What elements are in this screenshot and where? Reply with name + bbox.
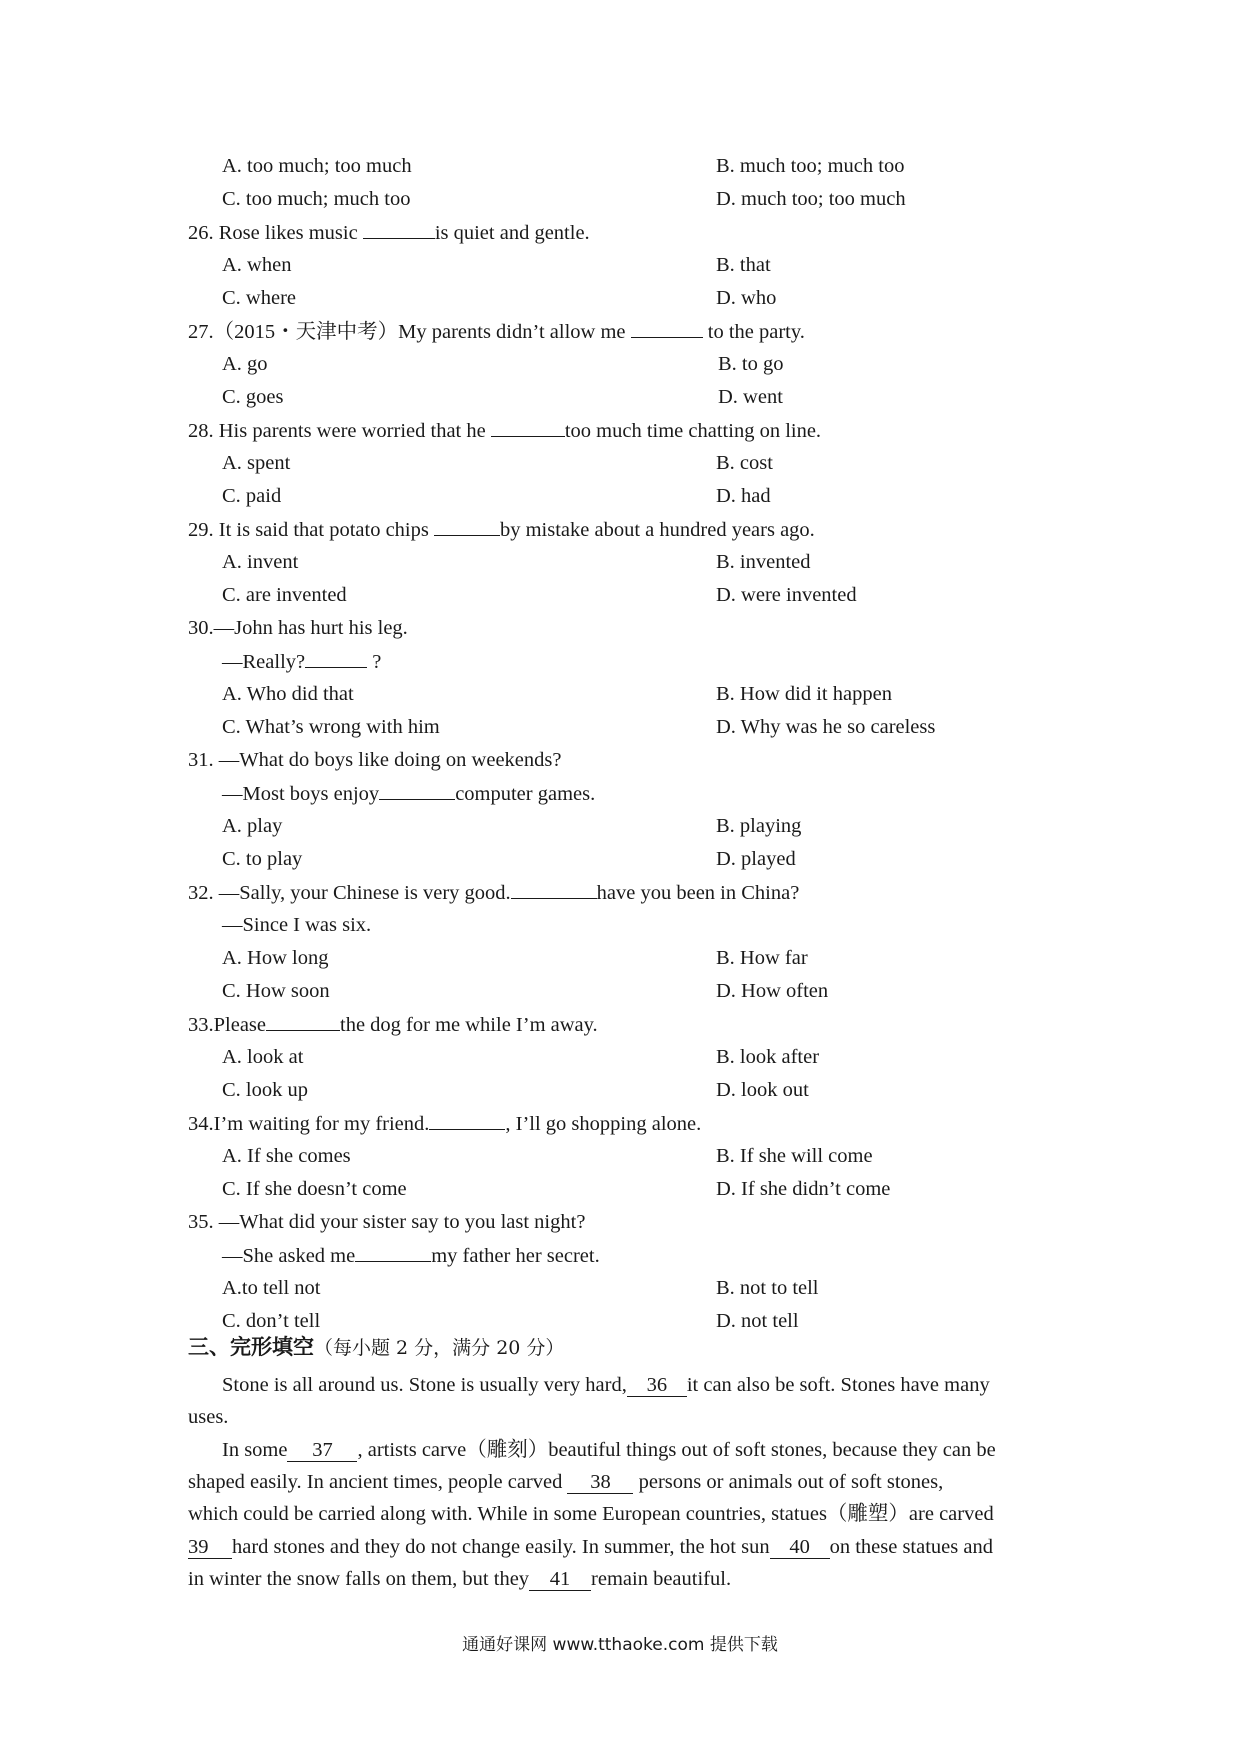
q30-line-2: —Really? ? [222, 648, 381, 675]
q35-option-c: C. don’t tell [222, 1310, 321, 1332]
q25-option-d: D. much too; too much [716, 188, 906, 210]
blank-36: 36 [627, 1374, 687, 1397]
q33-option-d: D. look out [716, 1079, 809, 1101]
q25-option-a: A. too much; too much [222, 155, 412, 177]
passage-line-4: shaped easily. In ancient times, people carved 38 persons or animals out of soft stones, [188, 1471, 944, 1493]
blank-38: 38 [567, 1471, 633, 1494]
q32-option-b: B. How far [716, 947, 808, 969]
q31-line-2: —Most boys enjoy computer games. [222, 780, 595, 807]
q27-stem: 27.（2015・天津中考）My parents didn’t allow me to the party. [188, 318, 805, 345]
q34-option-c: C. If she doesn’t come [222, 1178, 407, 1200]
q33-option-c: C. look up [222, 1079, 308, 1101]
q34-stem: 34.I’m waiting for my friend. , I’ll go shopping alone. [188, 1110, 701, 1137]
q27-option-b: B. to go [718, 353, 784, 375]
q34-option-b: B. If she will come [716, 1145, 873, 1167]
passage-line-3: In some 37 , artists carve（雕刻）beautiful things out of soft stones, because they can be [222, 1439, 996, 1461]
q35-option-d: D. not tell [716, 1310, 799, 1332]
q31-option-d: D. played [716, 848, 796, 870]
q26-option-a: A. when [222, 254, 292, 276]
q28-stem: 28. His parents were worried that he too much time chatting on line. [188, 417, 821, 444]
passage-line-1: Stone is all around us. Stone is usually very hard, 36 it can also be soft. Stones have many [222, 1374, 990, 1396]
section-note: （每小题 2 分，满分 20 分） [314, 1337, 565, 1359]
q31-option-b: B. playing [716, 815, 802, 837]
answer-blank [491, 417, 565, 437]
q31-option-a: A. play [222, 815, 283, 837]
q28-option-d: D. had [716, 485, 771, 507]
q29-option-a: A. invent [222, 551, 299, 573]
q25-option-b: B. much too; much too [716, 155, 905, 177]
q30-option-a: A. Who did that [222, 683, 354, 705]
q29-option-b: B. invented [716, 551, 811, 573]
q33-option-b: B. look after [716, 1046, 820, 1068]
blank-41: 41 [529, 1568, 591, 1591]
q27-option-a: A. go [222, 353, 268, 375]
blank-37: 37 [287, 1439, 357, 1462]
answer-blank [363, 219, 435, 239]
answer-blank [511, 879, 597, 899]
answer-blank [379, 780, 455, 800]
answer-blank [429, 1110, 505, 1130]
q27-option-d: D. went [718, 386, 783, 408]
q32-line-1: 32. —Sally, your Chinese is very good. have you been in China? [188, 879, 799, 906]
q28-option-c: C. paid [222, 485, 282, 507]
passage-line-5: which could be carried along with. While in some European countries, statues（雕塑）are carved [188, 1503, 994, 1525]
q25-option-c: C. too much; much too [222, 188, 411, 210]
q35-line-1: 35. —What did your sister say to you last night? [188, 1211, 586, 1233]
q31-line-1: 31. —What do boys like doing on weekends? [188, 749, 562, 771]
q35-option-a: A.to tell not [222, 1277, 321, 1299]
q35-option-b: B. not to tell [716, 1277, 819, 1299]
q30-option-d: D. Why was he so careless [716, 716, 936, 738]
q29-option-d: D. were invented [716, 584, 857, 606]
q26-option-d: D. who [716, 287, 777, 309]
section-title: 三、完形填空 [188, 1335, 314, 1359]
q26-stem: 26. Rose likes music is quiet and gentle. [188, 219, 590, 246]
q33-option-a: A. look at [222, 1046, 304, 1068]
q34-option-d: D. If she didn’t come [716, 1178, 891, 1200]
passage-line-6: 39 hard stones and they do not change easily. In summer, the hot sun 40 on these statues and [188, 1536, 993, 1558]
q30-option-b: B. How did it happen [716, 683, 892, 705]
answer-blank [266, 1011, 340, 1031]
section-heading [188, 1333, 564, 1362]
blank-40: 40 [770, 1536, 830, 1559]
q30-option-c: C. What’s wrong with him [222, 716, 440, 738]
blank-39: 39 [188, 1536, 232, 1559]
q28-option-b: B. cost [716, 452, 773, 474]
q32-option-c: C. How soon [222, 980, 330, 1002]
answer-blank [355, 1242, 431, 1262]
q29-option-c: C. are invented [222, 584, 347, 606]
answer-blank [305, 648, 367, 668]
q32-option-d: D. How often [716, 980, 829, 1002]
q30-line-1: 30.—John has hurt his leg. [188, 617, 408, 639]
q26-option-b: B. that [716, 254, 771, 276]
q34-option-a: A. If she comes [222, 1145, 351, 1167]
passage-line-2: uses. [188, 1406, 229, 1428]
q31-option-c: C. to play [222, 848, 303, 870]
q26-option-c: C. where [222, 287, 297, 309]
passage-line-7: in winter the snow falls on them, but they 41 remain beautiful. [188, 1568, 732, 1590]
q32-option-a: A. How long [222, 947, 329, 969]
q29-stem: 29. It is said that potato chips by mistake about a hundred years ago. [188, 516, 815, 543]
answer-blank [434, 516, 500, 536]
page-footer: 通通好课网 www.tthaoke.com 提供下载 [462, 1635, 778, 1655]
q28-option-a: A. spent [222, 452, 291, 474]
q35-line-2: —She asked me my father her secret. [222, 1242, 600, 1269]
q27-option-c: C. goes [222, 386, 284, 408]
q33-stem: 33.Please the dog for me while I’m away. [188, 1011, 598, 1038]
answer-blank [631, 318, 703, 338]
q32-line-2: —Since I was six. [222, 914, 372, 936]
